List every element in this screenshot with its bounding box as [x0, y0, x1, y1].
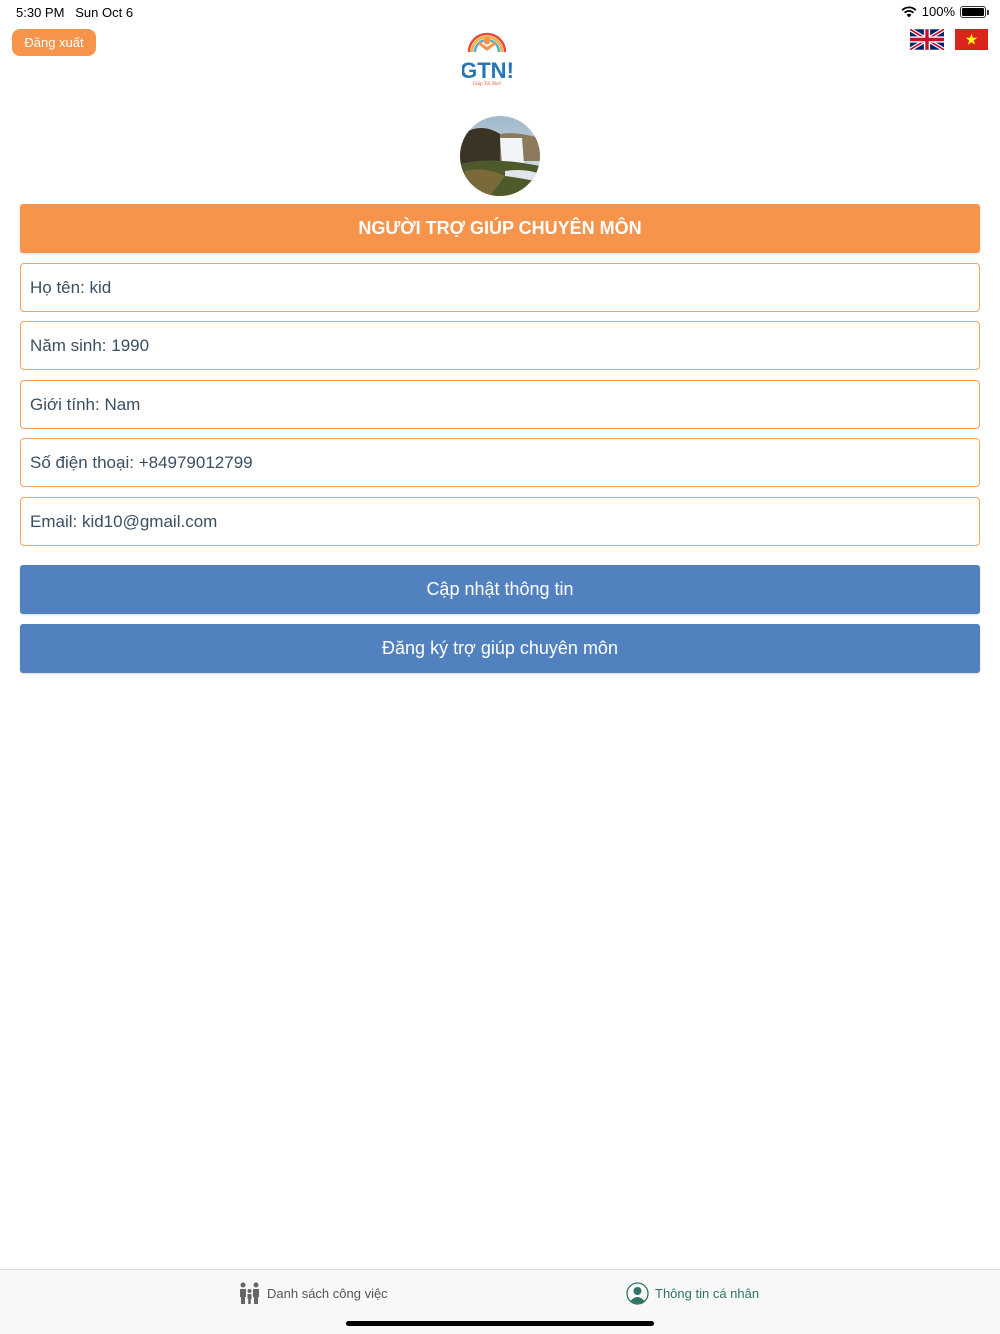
- update-info-button[interactable]: Cập nhật thông tin: [20, 565, 980, 614]
- english-flag-icon[interactable]: [910, 29, 944, 50]
- user-circle-icon: [626, 1282, 649, 1305]
- app-logo: [462, 28, 512, 88]
- register-expert-button[interactable]: Đăng ký trợ giúp chuyên môn: [20, 624, 980, 673]
- wifi-icon: [901, 6, 917, 18]
- svg-text:GTN!: GTN!: [462, 58, 512, 83]
- birth-year-field: Năm sinh: 1990: [20, 321, 980, 370]
- phone-field: Số điện thoại: +84979012799: [20, 438, 980, 487]
- tab-job-list[interactable]: [238, 1282, 388, 1304]
- status-date: Sun Oct 6: [75, 5, 134, 20]
- gender-field: Giới tính: Nam: [20, 380, 980, 429]
- status-time: 5:30 PM Sun Oct 6: [16, 5, 134, 20]
- status-right: [901, 4, 986, 19]
- vietnam-flag-icon[interactable]: [955, 29, 988, 50]
- role-title: NGƯỜI TRỢ GIÚP CHUYÊN MÔN: [20, 204, 980, 253]
- tab-profile[interactable]: [626, 1282, 759, 1305]
- home-indicator: [346, 1321, 654, 1326]
- name-field: Họ tên: kid: [20, 263, 980, 312]
- battery-icon: [960, 6, 986, 18]
- logout-button[interactable]: Đăng xuất: [12, 29, 96, 56]
- battery-percent: 100%: [921, 4, 955, 19]
- tab-profile-label: Thông tin cá nhân: [655, 1286, 760, 1301]
- status-bar: [0, 0, 1000, 24]
- family-icon: [238, 1282, 261, 1304]
- tab-job-list-label: Danh sách công việc: [267, 1285, 388, 1301]
- avatar[interactable]: [460, 116, 540, 196]
- svg-text:Giúp Tôi Nhé!: Giúp Tôi Nhé!: [472, 82, 502, 87]
- email-field: Email: kid10@gmail.com: [20, 497, 980, 546]
